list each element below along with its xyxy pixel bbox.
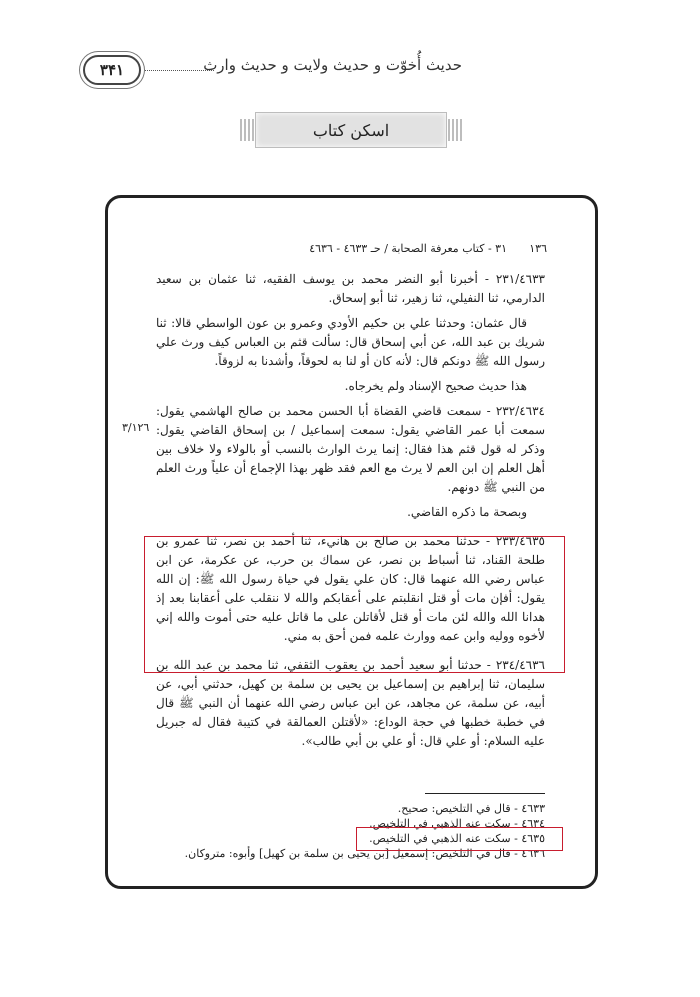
footnote-4636: ٤٦٣٦ - قال في التلخيص: إسمعيل [بن يحيى بن سلمة بن كهيل] وأبوه: متروكان. <box>184 847 545 860</box>
page-number-medallion <box>83 55 141 85</box>
hadith-4633-grade: هذا حديث صحيح الإسناد ولم يخرجاه. <box>344 379 527 393</box>
scan-banner <box>255 112 447 148</box>
hadith-4636: ٢٣٤/٤٦٣٦ - حدثنا أبو سعيد أحمد بن يعقوب الثقفي، ثنا محمد بن عبد الله بن سليمان، ثنا إبراهيم بن إسماعيل بن يحيى بن سلمة بن كهيل، حدثني أبي، عن أبيه، عن سلمة، عن مجاهد، عن ابن عباس رضي الله عنهما أن النبي ﷺ قال في خطبة خطبها في حجة الوداع: «لأقتلن العمالقة في كتيبة فقال له جبريل عليه السلام: أو علي قال: أو علي بن أبي طالب». <box>156 658 545 748</box>
scanned-page-frame <box>105 195 598 889</box>
highlight-box-footnote-4635 <box>356 827 563 851</box>
scan-body <box>156 270 545 757</box>
page-number: ۳۴۱ <box>99 61 125 79</box>
header-title: حديث أُخوّت و حديث ولايت و حديث وارث <box>203 56 462 74</box>
margin-note: ٣/١٢٦ <box>122 421 150 434</box>
scan-header <box>150 242 547 258</box>
footnote-4634: ٤٦٣٤ - سكت عنه الذهبي في التلخيص. <box>369 817 545 830</box>
hadith-4634-note: وبصحة ما ذكره القاضي. <box>407 505 527 519</box>
scan-page-number: ١٣٦ <box>529 242 547 255</box>
scan-banner-label: اسکن کتاب <box>312 120 390 140</box>
hadith-4634: ٢٣٢/٤٦٣٤ - سمعت قاضي القضاة أبا الحسن محمد بن صالح الهاشمي يقول: سمعت أبا عمر القاضي يقول: سمعت إسماعيل / بن إسحاق القاضي يقول: وذكر له قول قثم هذا فقال: إنما يرث الوارث بالنسب أو بالولاء ولا خلاف بين أهل العلم إن ابن العم لا يرث مع العم فقد ظهر بهذا الإجماع أن علياً ورث العلم من النبي ﷺ دونهم. <box>156 404 545 494</box>
footnote-rule <box>425 793 545 794</box>
highlight-box-hadith-4635 <box>144 536 565 673</box>
hadith-4633: ٢٣١/٤٦٣٣ - أخبرنا أبو النضر محمد بن يوسف الفقيه، ثنا عثمان بن سعيد الدارمي، ثنا النفيلي، ثنا زهير، ثنا أبو إسحاق. <box>156 272 545 305</box>
hadith-4633-chain: قال عثمان: وحدثنا علي بن حكيم الأودي وعمرو بن عون الواسطي قالا: ثنا شريك بن عبد الله، عن أبي إسحاق قال: سألت قثم بن العباس كيف ورث علي رسول الله ﷺ دونكم قال: لأنه كان أو لنا به لحوقاً، وأشدنا به لزوقاً. <box>156 316 545 368</box>
footnote-4633: ٤٦٣٣ - قال في التلخيص: صحيح. <box>397 802 545 815</box>
hadith-4635: ٢٣٣/٤٦٣٥ - حدثنا محمد بن صالح بن هانيء، ثنا أحمد بن نصر، ثنا عمرو بن طلحة القناد، ثنا أسباط بن نصر، عن سماك بن حرب، عن عكرمة، عن ابن عباس رضي الله عنهما قال: كان علي يقول في حياة رسول الله ﷺ: إن الله يقول: أفإن مات أو قتل انقلبتم على أعقابكم والله لا ننقلب على أعقابنا بعد إذ هدانا الله والله لئن مات أو قتل لأقاتلن على ما قاتل عليه حتى أموت والله إني لأخوه ووليه وابن عمه ووارث علمه فمن أحق به مني. <box>156 534 546 643</box>
footnote-4635: ٤٦٣٥ - سكت عنه الذهبي في التلخيص. <box>369 832 545 845</box>
scan-header-title: ٣١ - كتاب معرفة الصحابة / حـ ٤٦٣٣ - ٤٦٣٦ <box>309 242 507 255</box>
